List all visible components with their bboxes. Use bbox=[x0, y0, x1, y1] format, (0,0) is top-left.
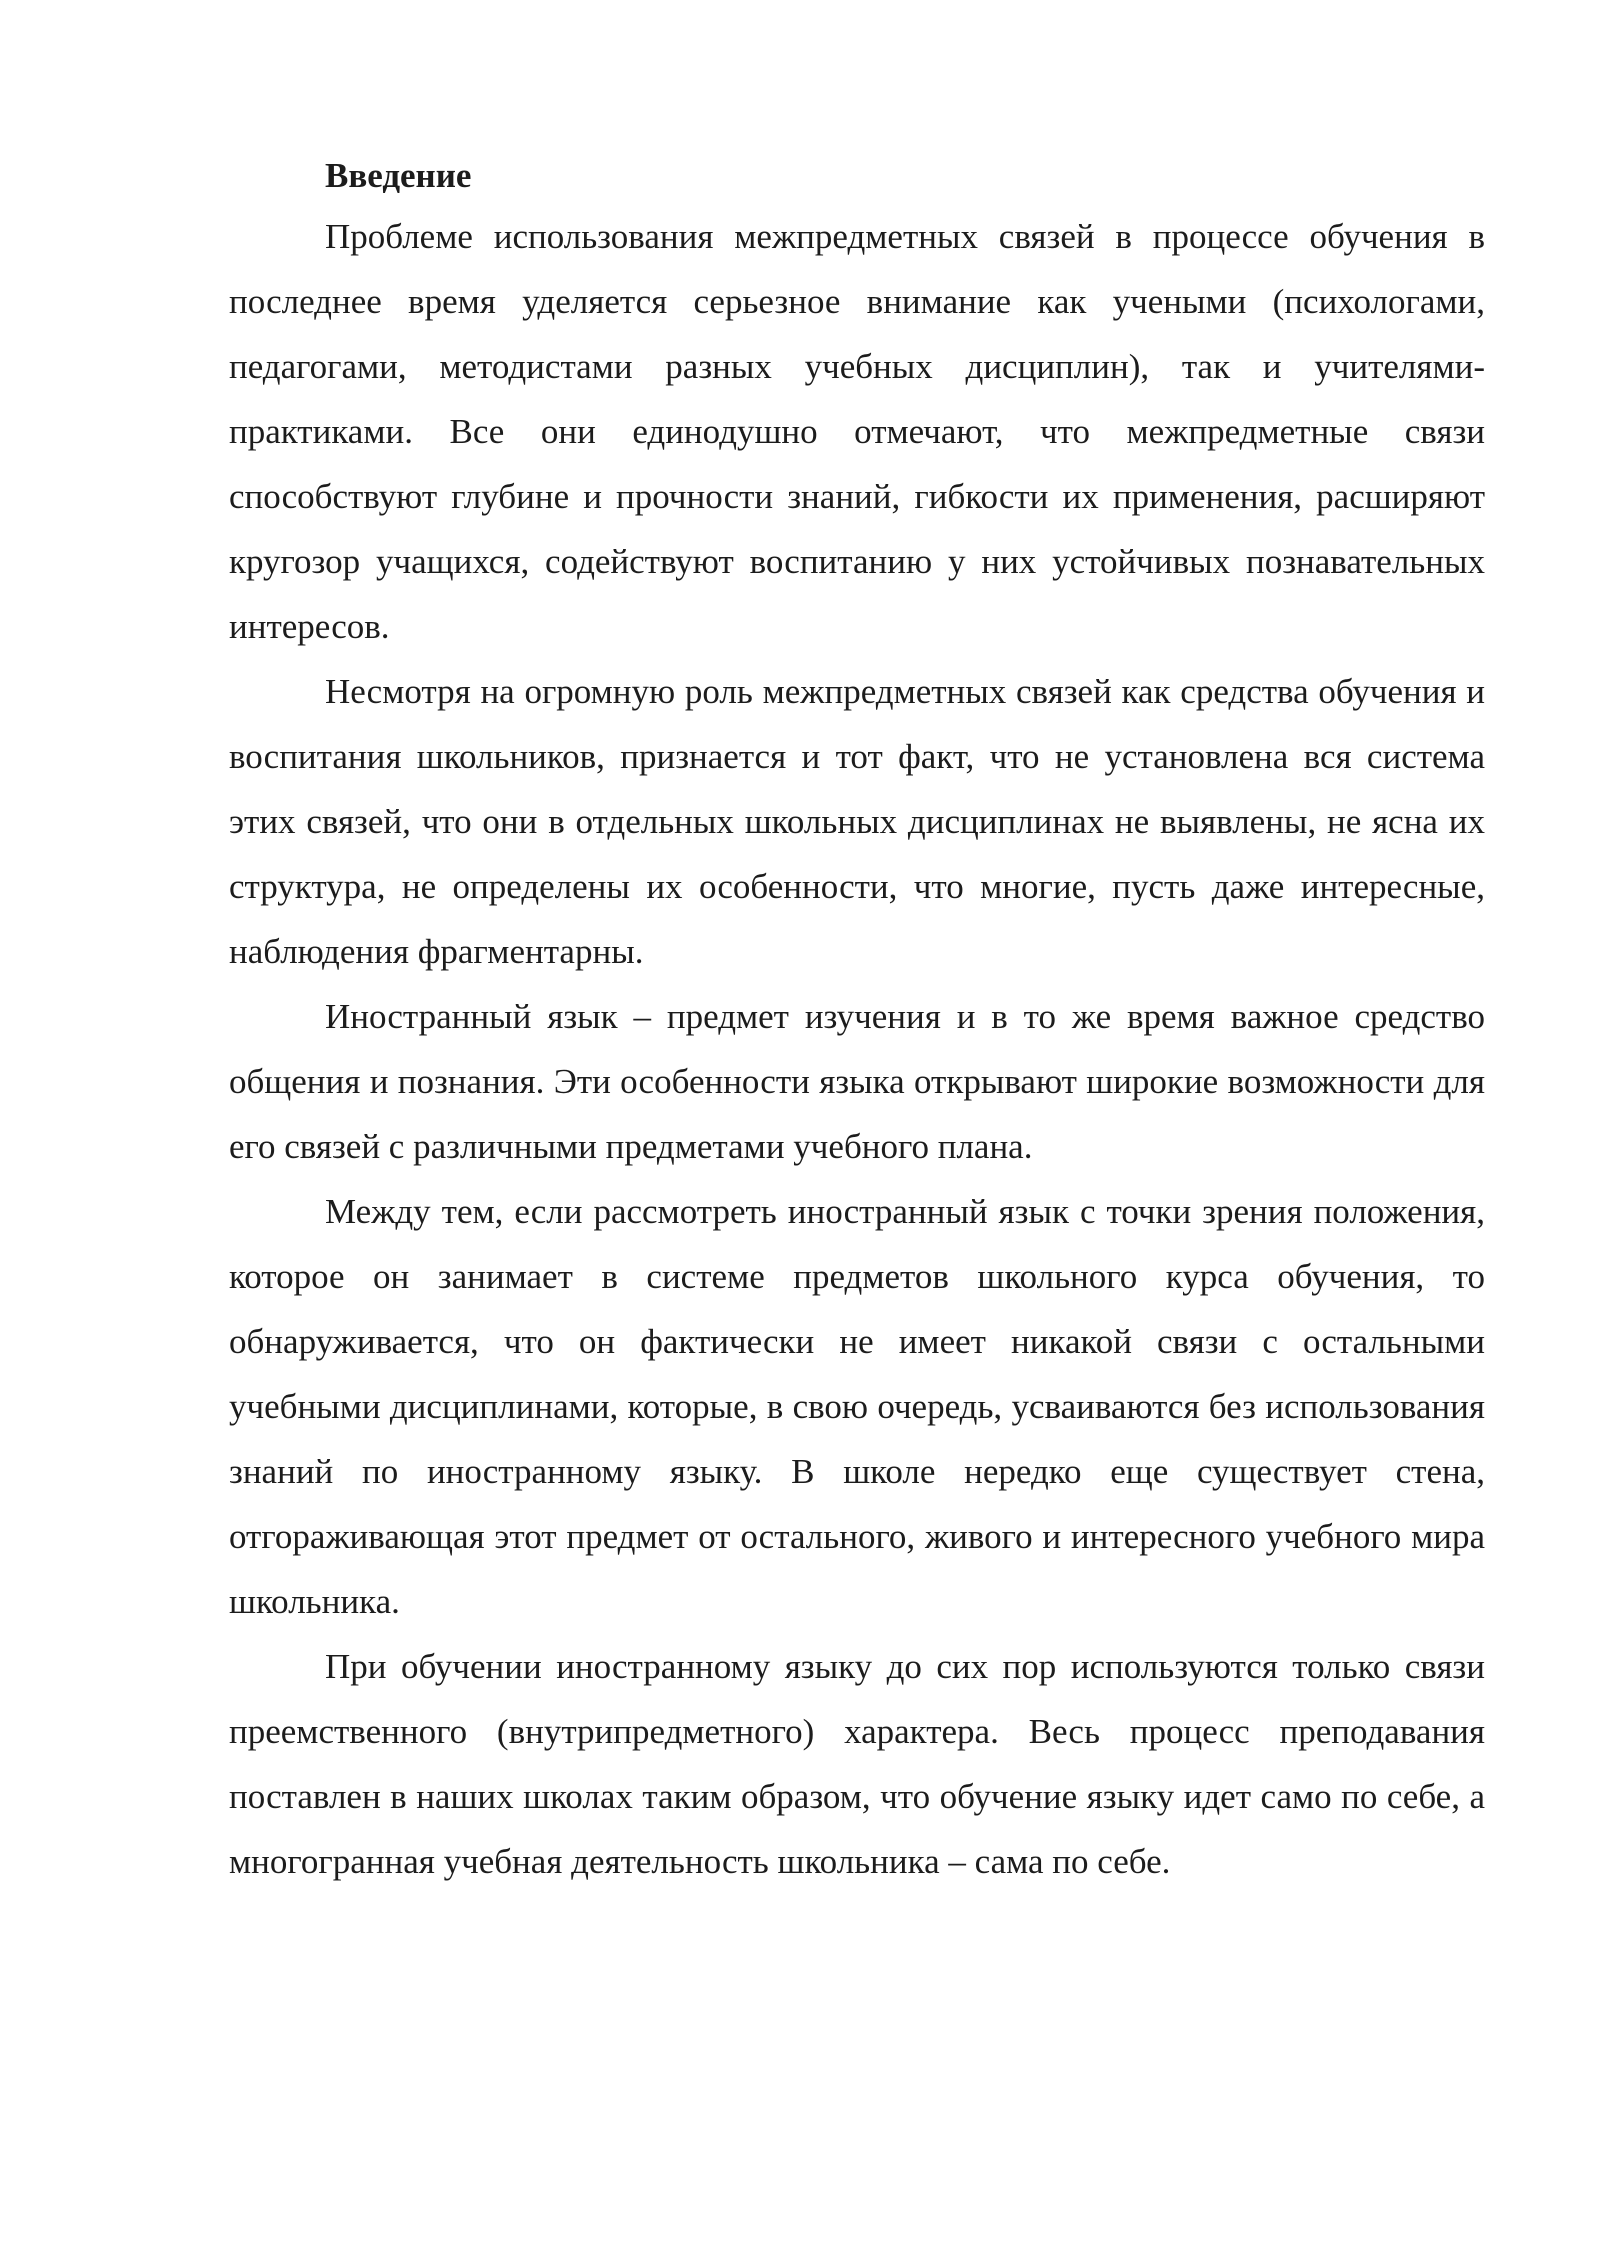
paragraph-4: Между тем, если рассмотреть иностранный язык с точки зрения положения, которое он занимает в системе предметов школьного курса обучения, то обнаруживается, что он фактически не имеет никакой связи с остальными учебными дисциплинами, которые, в свою очередь, усваиваются без использования знаний по иностранному языку. В школе нередко еще существует стена, отгораживающая этот предмет от остального, живого и интересного учебного мира школьника. bbox=[229, 1192, 1485, 1621]
document-body bbox=[229, 148, 1485, 1894]
section-heading: Введение bbox=[325, 156, 472, 195]
paragraph-3: Иностранный язык – предмет изучения и в то же время важное средство общения и познания. Эти особенности языка открывают широкие возможности для его связей с различными предметами учебного плана. bbox=[229, 997, 1485, 1166]
paragraph-1: Проблеме использования межпредметных связей в процессе обучения в последнее время уделяется серьезное внимание как учеными (психологами, педагогами, методистами разных учебных дисциплин), так и учителями-практиками. Все они единодушно отмечают, что межпредметные связи способствуют глубине и прочности знаний, гибкости их применения, расширяют кругозор учащихся, содействуют воспитанию у них устойчивых познавательных интересов. bbox=[229, 217, 1485, 646]
paragraph-5: При обучении иностранному языку до сих пор используются только связи преемственного (внутрипредметного) характера. Весь процесс преподавания поставлен в наших школах таким образом, что обучение языку идет само по себе, а многогранная учебная деятельность школьника – сама по себе. bbox=[229, 1647, 1485, 1881]
paragraph-2: Несмотря на огромную роль межпредметных связей как средства обучения и воспитания школьников, признается и тот факт, что не установлена вся система этих связей, что они в отдельных школьных дисциплинах не выявлены, не ясна их структура, не определены их особенности, что многие, пусть даже интересные, наблюдения фрагментарны. bbox=[229, 672, 1485, 971]
